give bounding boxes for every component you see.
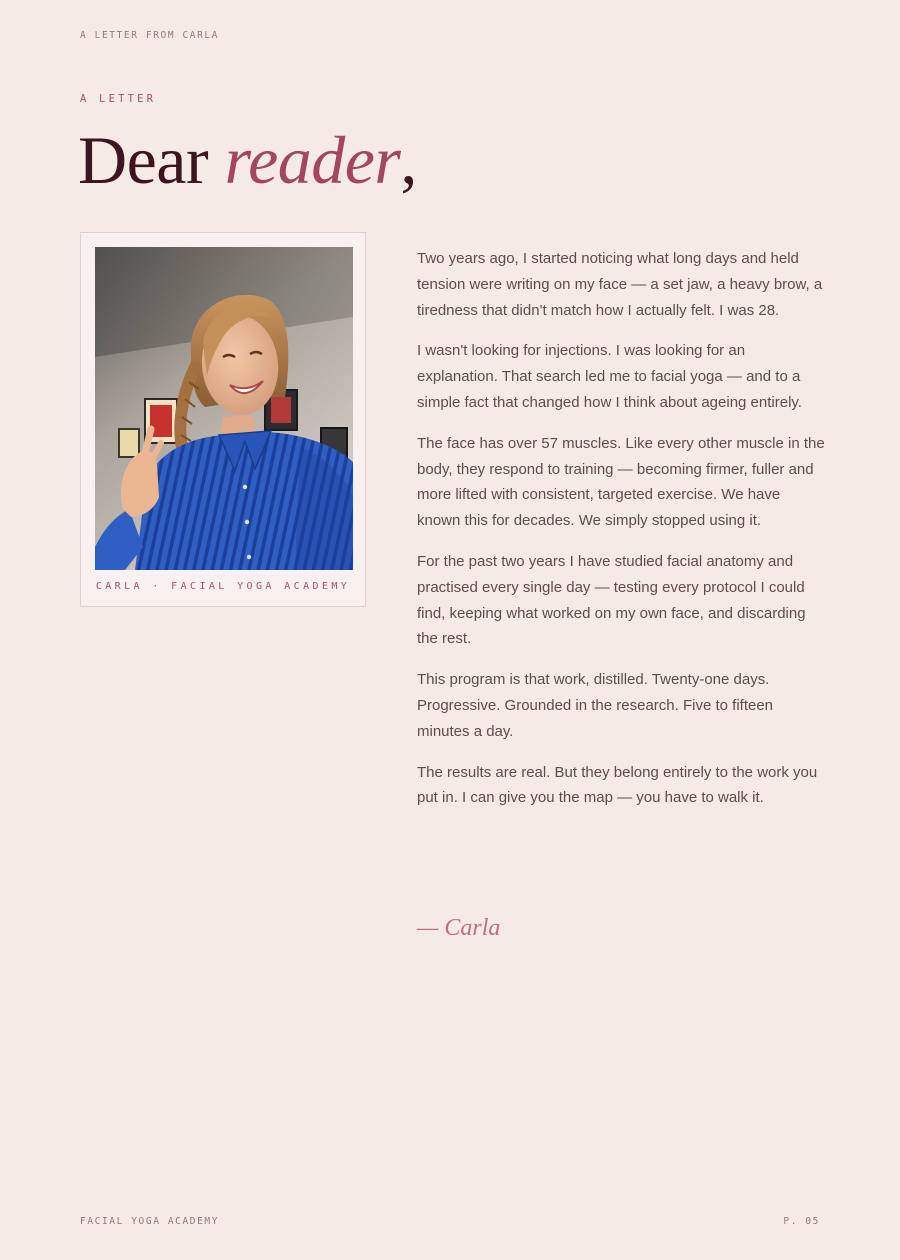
letter-paragraph: The results are real. But they belong entirely to the work you put in. I can give you the map — you have to walk it. [417,763,818,807]
title-greeting: Dear [78,122,225,198]
letter-paragraph: This program is that work, distilled. Twenty-one days. Progressive. Grounded in the research. Five to fifteen minutes a day. [417,671,774,740]
signature: — Carla [417,915,501,941]
page-number: P. 05 [783,1216,820,1227]
letter-paragraph: Two years ago, I started noticing what long days and held tension were writing on my face — a set jaw, a heavy brow, a tiredness that didn't match how I actually felt. I was 28. [417,250,823,319]
portrait-photo [95,247,353,570]
running-header: A LETTER FROM CARLA [80,30,220,41]
portrait-caption: CARLA · FACIAL YOGA ACADEMY [95,581,351,592]
letter-paragraph: For the past two years I have studied facial anatomy and practised every single day — testing every protocol I could find, keeping what worked on my own face, and discarding the rest. [417,552,806,648]
letter-body [417,246,827,826]
letter-paragraph: The face has over 57 muscles. Like every other muscle in the body, they respond to training — becoming firmer, fuller and more lifted with consistent, targeted exercise. We have known this for decades. We simply stopped using it. [417,434,825,530]
section-kicker: A LETTER [80,93,157,105]
title-punctuation: , [400,122,417,198]
page-title [78,118,417,202]
portrait-card [80,232,366,607]
footer-brand: FACIAL YOGA ACADEMY [80,1216,220,1227]
title-accent-word: reader [224,122,401,198]
letter-paragraph: I wasn't looking for injections. I was looking for an explanation. That search led me to facial yoga — and to a simple fact that changed how I think about ageing entirely. [417,342,802,411]
